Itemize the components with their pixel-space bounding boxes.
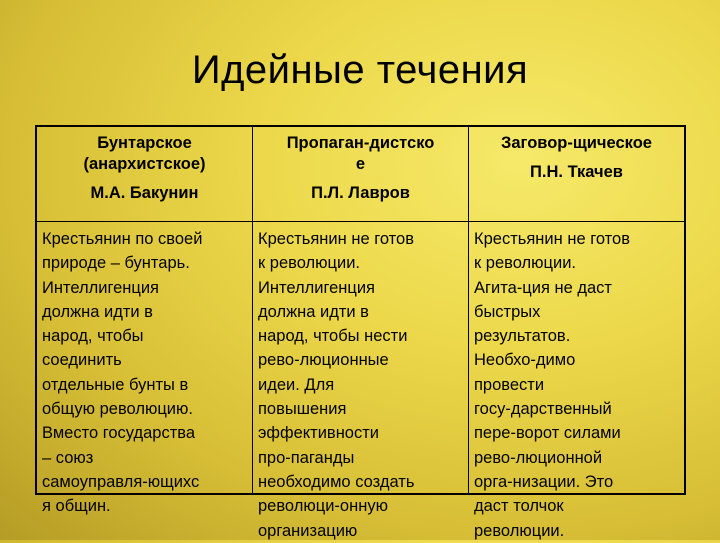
column-body-conspiracy: Крестьянин не готов к революции. Агита-ция не даст быстрых результатов. Необхо-димо провести госу-дарственный пере-ворот силами рево-люционной орга-низации. Это даст толчок революции. bbox=[474, 230, 630, 540]
column-leader: М.А. Бакунин bbox=[90, 184, 199, 202]
column-header-conspiracy bbox=[469, 133, 684, 183]
ideological-currents-table bbox=[35, 125, 686, 540]
column-header-line: Бунтарское bbox=[97, 134, 192, 152]
column-body-propaganda: Крестьянин не готов к революции. Интеллигенция должна идти в народ, чтобы нести рево-люционные идеи. Для повышения эффективности про-паганды необходимо создать революци-онную организацию bbox=[258, 230, 415, 540]
header-divider bbox=[37, 221, 684, 222]
column-header-propaganda bbox=[253, 133, 468, 204]
column-header-line: (анархистское) bbox=[83, 155, 206, 173]
slide-title: Идейные течения bbox=[191, 48, 529, 92]
column-leader: П.Л. Лавров bbox=[311, 184, 410, 202]
column-header-line: е bbox=[355, 155, 366, 173]
column-leader: П.Н. Ткачев bbox=[530, 163, 623, 181]
column-body-rebel: Крестьянин по своей природе – бунтарь. Интеллигенция должна идти в народ, чтобы соединить отдельные бунты в общую революцию. Вместо государства – союз самоуправля-ющихс я общин. bbox=[42, 230, 203, 516]
column-header-line: Пропаган-дистско bbox=[286, 134, 435, 152]
column-header-rebel bbox=[37, 133, 252, 204]
column-header-line: Заговор-щическое bbox=[501, 134, 652, 152]
